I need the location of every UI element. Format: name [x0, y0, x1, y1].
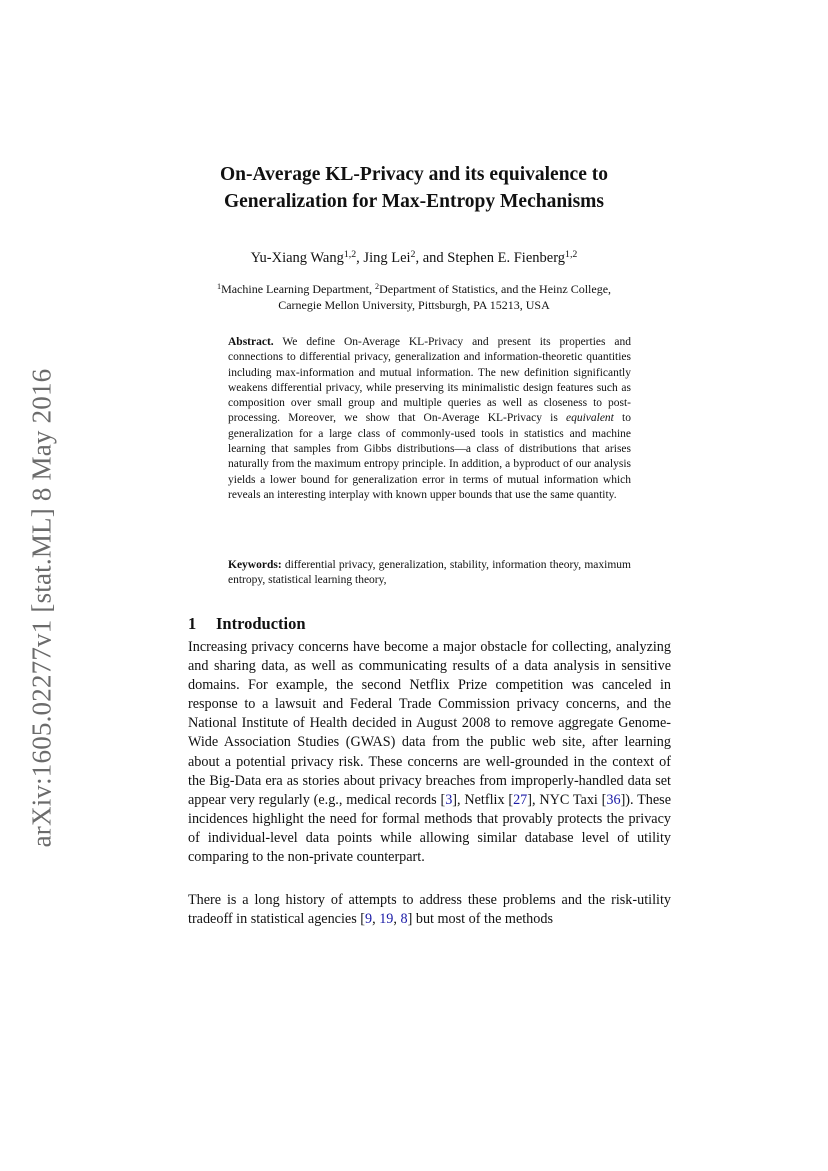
author-affil-mark: 1,2: [343, 249, 357, 261]
arxiv-sidebar: [22, 355, 62, 860]
abstract-text: to generalization for a large class of commonly-used tools in statistics and machine learning that samples from Gibbs distributions—a class of distributions that arises naturally from the maximum entropy principle. In addition, a byproduct of our analysis yields a lower bound for generalization error in terms of mutual information which reveals an interesting interplay with known upper bounds that use the same quantity.: [228, 412, 631, 501]
arxiv-identifier: arXiv:1605.02277v1 [stat.ML] 8 May 2016: [26, 368, 57, 847]
citation-link[interactable]: 9: [365, 911, 373, 928]
author-name: , and Stephen E. Fienberg: [415, 250, 566, 266]
affiliations: [0, 281, 828, 313]
citation-link[interactable]: 27: [513, 791, 528, 808]
affil-mark: 2: [375, 281, 380, 291]
section-heading: [188, 614, 306, 634]
abstract-text: We define On-Average KL-Privacy and present its properties and connections to differential privacy, generalization and information-theoretic quantities including max-information and mutual information. The new definition significantly weakens differential privacy, while preserving its minimalistic design features such as composition over small group and multiple queries as well as closeness to post-processing. Moreover, we show that On-Average KL-Privacy is: [228, 336, 631, 425]
keywords-label: Keywords:: [228, 559, 282, 571]
author-affil-mark: 1,2: [565, 249, 578, 261]
abstract-emphasis: equivalent: [565, 412, 614, 425]
abstract-label: Abstract.: [228, 336, 274, 348]
affil-mark: 1: [216, 281, 222, 291]
citation-link[interactable]: 8: [400, 911, 408, 928]
paragraph-text: ], NYC Taxi [: [527, 791, 607, 808]
paragraph-text: ]). These incidences highlight the need for formal methods that provably protects the privacy of individual-level data points while allowing similar database level of utility comparing to the non-private counterpart.: [188, 791, 671, 866]
paragraph-text: ], Netflix [: [452, 791, 514, 808]
citation-link[interactable]: 3: [445, 791, 453, 808]
keywords-text: differential privacy, generalization, stability, information theory, maximum entropy, statistical learning theory,: [228, 559, 631, 587]
affil-text: Department of Statistics, and the Heinz College,: [379, 282, 612, 296]
paragraph-text: There is a long history of attempts to address these problems and the risk-utility tradeoff in statistical agencies [: [188, 892, 671, 928]
paragraph-text: ] but most of the methods: [407, 911, 553, 928]
body-paragraph: [188, 638, 671, 867]
author-name: Yu-Xiang Wang: [250, 250, 344, 266]
keywords: [228, 558, 631, 589]
section-number: 1: [188, 614, 197, 633]
title-line-2: Generalization for Max-Entropy Mechanisms: [223, 191, 605, 212]
author-affil-mark: 2: [410, 249, 416, 261]
section-title: Introduction: [216, 614, 306, 633]
abstract: [228, 335, 631, 503]
author-list: [0, 248, 828, 268]
body-paragraph: [188, 891, 671, 929]
citation-link[interactable]: 19: [379, 911, 394, 928]
author-name: , Jing Lei: [356, 250, 411, 266]
paragraph-text: ,: [393, 911, 401, 928]
title-line-1: On-Average KL-Privacy and its equivalence to: [220, 164, 608, 185]
citation-link[interactable]: 36: [606, 791, 621, 808]
affil-text: Machine Learning Department,: [221, 282, 375, 296]
paper-title: [0, 161, 828, 215]
affiliation-line-2: Carnegie Mellon University, Pittsburgh, PA 15213, USA: [278, 298, 550, 312]
paragraph-text: ,: [372, 911, 380, 928]
affiliation-line-1: [0, 281, 828, 297]
paragraph-text: Increasing privacy concerns have become a major obstacle for collecting, analyzing and sharing data, as well as communicating results of a data analysis in sensitive domains. For example, the second Netflix Prize competition was canceled in response to a lawsuit and Federal Trade Commission privacy concerns, and the National Institute of Health decided in August 2008 to remove aggregate Genome-Wide Association Studies (GWAS) data from the public web site, after learning about a potential privacy risk. These concerns are well-grounded in the context of the Big-Data era as stories about privacy breaches from improperly-handled data set appear very regularly (e.g., medical records [: [188, 639, 671, 808]
